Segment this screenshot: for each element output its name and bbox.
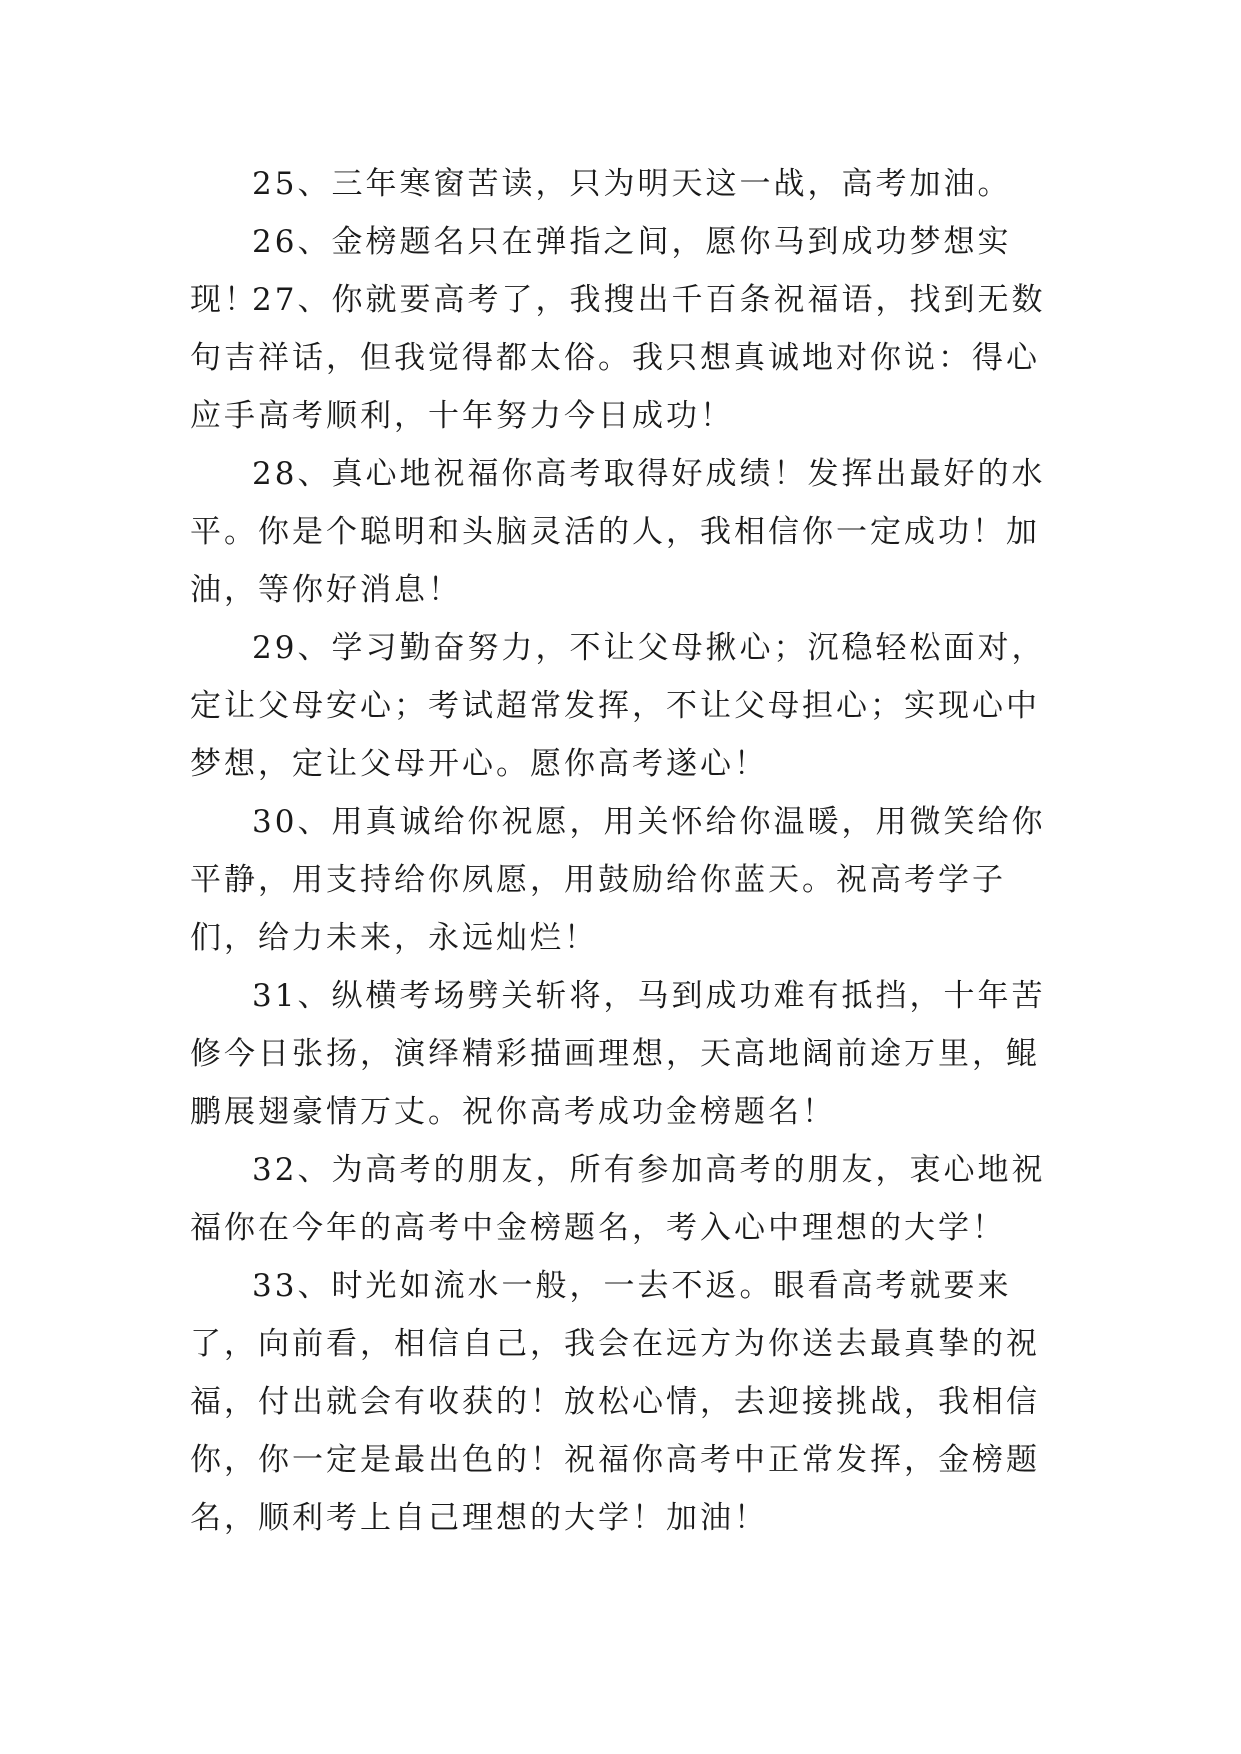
paragraph-26: 26、金榜题名只在弹指之间，愿你马到成功梦想实现！ <box>190 224 1012 318</box>
paragraph-33: 33、时光如流水一般，一去不返。眼看高考就要来了，向前看，相信自己，我会在远方为你送去最真挚的祝福，付出就会有收获的！放松心情，去迎接挑战，我相信你，你一定是最出色的！祝福你高考中正常发挥，金榜题名，顺利考上自己理想的大学！加油！ <box>190 1268 1040 1536</box>
paragraph-31: 31、纵横考场劈关斩将，马到成功难有抵挡，十年苦修今日张扬，演绎精彩描画理想，天高地阔前途万里，鲲鹏展翅豪情万丈。祝你高考成功金榜题名！ <box>190 978 1046 1130</box>
paragraph-28: 28、真心地祝福你高考取得好成绩！发挥出最好的水平。你是个聪明和头脑灵活的人，我相信你一定成功！加油，等你好消息！ <box>190 456 1046 608</box>
paragraph-25: 25、三年寒窗苦读，只为明天这一战，高考加油。 <box>252 166 1012 202</box>
paragraph-27: 27、你就要高考了，我搜出千百条祝福语，找到无数句吉祥话，但我觉得都太俗。我只想真诚地对你说：得心应手高考顺利，十年努力今日成功！ <box>190 282 1046 434</box>
paragraph-30: 30、用真诚给你祝愿，用关怀给你温暖，用微笑给你平静，用支持给你夙愿，用鼓励给你蓝天。祝高考学子们，给力未来，永远灿烂！ <box>190 804 1046 956</box>
paragraph-29: 29、学习勤奋努力，不让父母揪心；沉稳轻松面对，定让父母安心；考试超常发挥，不让父母担心；实现心中梦想，定让父母开心。愿你高考遂心！ <box>190 630 1046 782</box>
paragraph-32: 32、为高考的朋友，所有参加高考的朋友，衷心地祝福你在今年的高考中金榜题名，考入心中理想的大学！ <box>190 1152 1046 1246</box>
